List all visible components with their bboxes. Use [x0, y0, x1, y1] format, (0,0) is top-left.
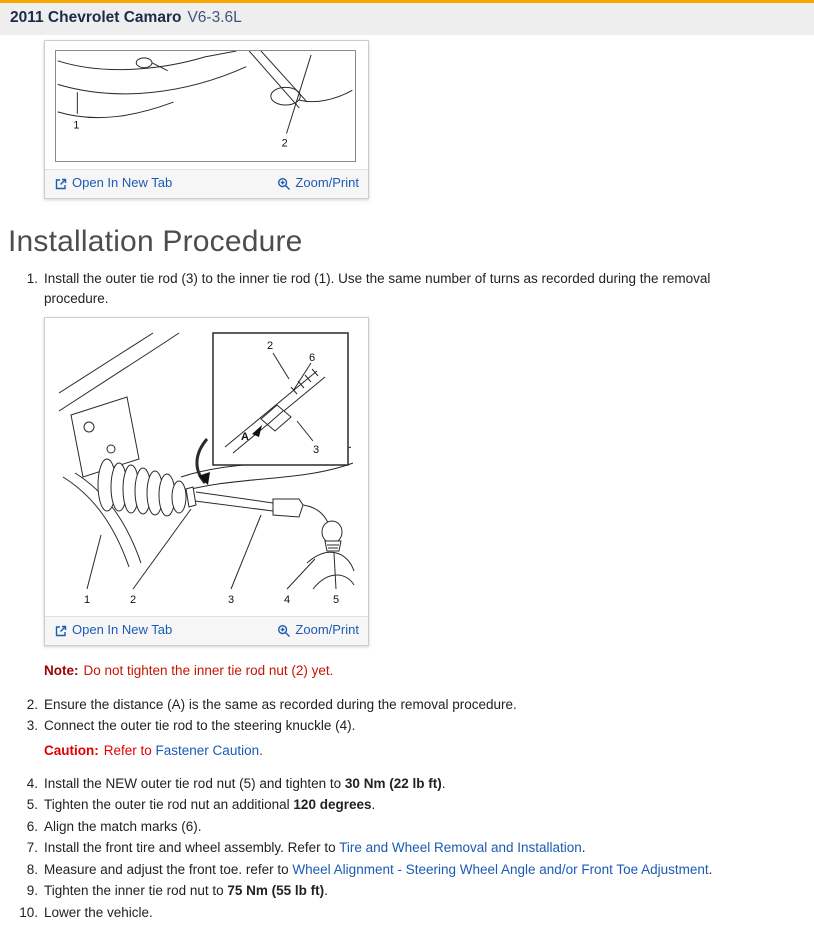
- step-4-torque: 30 Nm (22 lb ft): [344, 775, 442, 791]
- step-8-text: Measure and adjust the front toe. refer to: [44, 861, 293, 877]
- step-8: [8, 860, 814, 880]
- open-in-new-tab-icon: [54, 624, 68, 638]
- open-in-new-tab-icon: [54, 177, 68, 191]
- tie-rod-diagram: [55, 327, 356, 609]
- step-9-period: .: [324, 883, 328, 899]
- note-text: Do not tighten the inner tie rod nut (2) yet.: [83, 663, 334, 679]
- step-4: [8, 774, 814, 794]
- zoom-print-link[interactable]: [277, 621, 359, 640]
- step-5-period: .: [371, 797, 376, 813]
- inset-callout-3: 3: [313, 444, 320, 457]
- zoom-print-link[interactable]: [277, 174, 359, 193]
- step-6-number: 6.: [26, 818, 38, 834]
- page-title: Installation Procedure: [8, 225, 303, 259]
- inset-callout-6: 6: [309, 352, 316, 365]
- magnifier-plus-icon: [277, 177, 291, 191]
- open-in-new-tab-label: Open In New Tab: [72, 175, 173, 191]
- callout-5: 5: [333, 594, 340, 607]
- step-9: [8, 881, 814, 901]
- vehicle-header: [0, 0, 814, 35]
- open-in-new-tab-link[interactable]: [54, 621, 172, 640]
- zoom-print-label: Zoom/Print: [295, 175, 359, 191]
- step-5-text: Tighten the outer tie rod nut an additional: [44, 797, 294, 813]
- step-4-text: Install the NEW outer tie rod nut (5) and tighten to: [44, 775, 345, 791]
- inset-callout-A: A: [241, 431, 249, 444]
- step-5: [8, 795, 814, 815]
- figure-toolbar: [45, 169, 368, 198]
- step-1-number: 1.: [26, 271, 38, 287]
- step-7: [8, 838, 814, 858]
- step-3: [8, 716, 814, 771]
- callout-2: 2: [130, 594, 137, 607]
- step-5-number: 5.: [26, 797, 38, 813]
- step-7-number: 7.: [26, 840, 38, 856]
- step-4-number: 4.: [26, 775, 38, 791]
- figure-removal-image: [45, 41, 368, 169]
- removal-diagram: [55, 50, 356, 162]
- callout-1: 1: [73, 120, 80, 133]
- note-label: Note:: [44, 663, 79, 679]
- step-7-period: .: [581, 840, 586, 856]
- callout-1: 1: [84, 594, 91, 607]
- vehicle-subtitle: V6-3.6L: [187, 9, 242, 26]
- step-2-number: 2.: [26, 696, 38, 712]
- step-9-torque: 75 Nm (55 lb ft): [227, 883, 325, 899]
- step-8-period: .: [708, 861, 713, 877]
- callout-2: 2: [281, 137, 288, 150]
- caution-text: Refer to: [103, 742, 156, 758]
- note: [44, 661, 750, 681]
- step-3-text: Connect the outer tie rod to the steering knuckle (4).: [44, 718, 356, 734]
- vehicle-title: 2011 Chevrolet Camaro: [10, 9, 182, 26]
- callout-3: 3: [228, 594, 235, 607]
- magnifier-plus-icon: [277, 624, 291, 638]
- step-3-number: 3.: [26, 718, 38, 734]
- step-7-text: Install the front tire and wheel assembly. Refer to: [44, 840, 340, 856]
- tire-wheel-removal-link[interactable]: Tire and Wheel Removal and Installation: [339, 840, 582, 856]
- step-5-angle: 120 degrees: [293, 797, 372, 813]
- caution-label: Caution:: [44, 742, 99, 758]
- wheel-alignment-link[interactable]: Wheel Alignment - Steering Wheel Angle and/or Front Toe Adjustment: [292, 861, 709, 877]
- fastener-caution-link[interactable]: Fastener Caution: [155, 742, 260, 758]
- step-1-text: Install the outer tie rod (3) to the inner tie rod (1). Use the same number of turns as recorded during the removal procedure.: [44, 271, 711, 306]
- callout-4: 4: [284, 594, 291, 607]
- step-10-text: Lower the vehicle.: [44, 904, 153, 920]
- figure-toolbar: [45, 616, 368, 645]
- step-9-number: 9.: [26, 883, 38, 899]
- step-1: [8, 269, 814, 693]
- zoom-print-label: Zoom/Print: [295, 622, 359, 638]
- step-4-period: .: [441, 775, 446, 791]
- figure-tie-rod-image: [45, 318, 368, 616]
- installation-steps: [0, 269, 814, 948]
- step-8-number: 8.: [26, 861, 38, 877]
- step-9-text: Tighten the inner tie rod nut to: [44, 883, 228, 899]
- figure-tie-rod-installation: [44, 317, 369, 646]
- step-2: [8, 695, 814, 715]
- step-2-text: Ensure the distance (A) is the same as recorded during the removal procedure.: [44, 696, 517, 712]
- open-in-new-tab-link[interactable]: [54, 174, 172, 193]
- step-10-number: 10.: [19, 904, 38, 920]
- step-6: [8, 817, 814, 837]
- inset-callout-2: 2: [267, 340, 274, 353]
- caution: [44, 741, 750, 761]
- figure-removal-cropped: [44, 40, 369, 199]
- caution-period: .: [259, 742, 263, 758]
- step-6-text: Align the match marks (6).: [44, 818, 202, 834]
- step-10: [8, 903, 814, 923]
- open-in-new-tab-label: Open In New Tab: [72, 622, 173, 638]
